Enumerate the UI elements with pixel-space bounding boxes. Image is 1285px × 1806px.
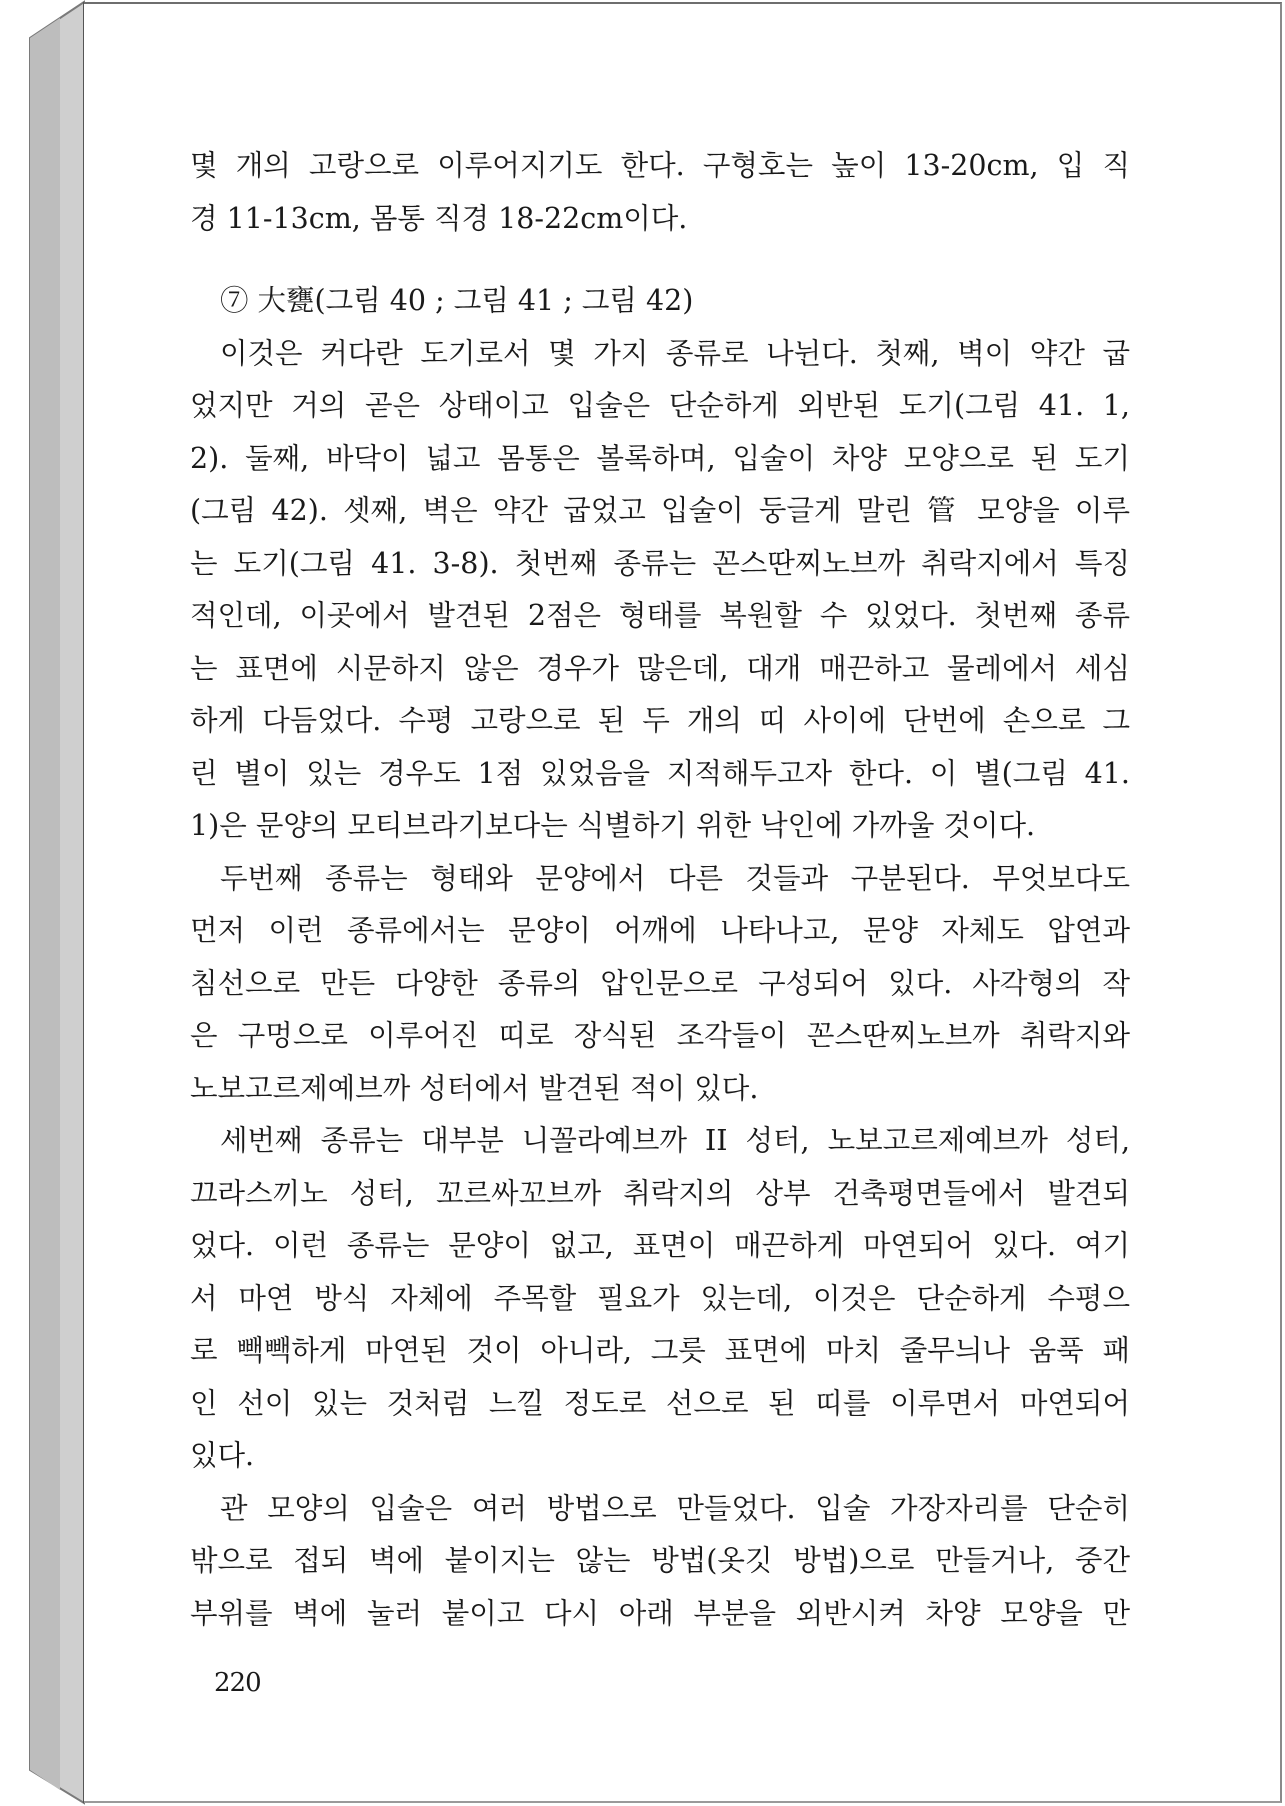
text-line: 린 별이 있는 경우도 1점 있었음을 지적해두고자 한다. 이 별(그림 41. [190,756,1130,790]
text-line: 몇 개의 고랑으로 이루어지기도 한다. 구형호는 높이 13-20cm, 입 직 [190,149,1130,182]
text-line: 먼저 이런 종류에서는 문양이 어깨에 나타나고, 문양 자체도 압연과 [190,914,1130,947]
text-line: 끄라스끼노 성터, 꼬르싸꼬브까 취락지의 상부 건축평면들에서 발견되 [190,1176,1130,1210]
text-line: 는 도기(그림 41. 3-8). 첫번째 종류는 꼰스딴찌노브까 취락지에서 특징 [190,546,1130,580]
body-text [190,140,1130,1640]
section-heading: ⑦ 大甕(그림 40 ; 그림 41 ; 그림 42) [220,284,694,317]
text-line: 이것은 커다란 도기로서 몇 가지 종류로 나뉜다. 첫째, 벽이 약간 굽 [220,336,1130,370]
text-line: 었다. 이런 종류는 문양이 없고, 표면이 매끈하게 마연되어 있다. 여기 [190,1229,1130,1262]
paragraph-gap [190,245,1130,275]
text-line: 었지만 거의 곧은 상태이고 입술은 단순하게 외반된 도기(그림 41. 1, [190,389,1130,422]
text-line: 1)은 문양의 모티브라기보다는 식별하기 위한 낙인에 가까울 것이다. [190,809,1036,842]
text-line: 경 11-13cm, 몸통 직경 18-22cm이다. [190,201,688,235]
text-line: 하게 다듬었다. 수평 고랑으로 된 두 개의 띠 사이에 단번에 손으로 그 [190,704,1130,737]
text-line: 있다. [190,1439,255,1472]
text-line: 밖으로 접되 벽에 붙이지는 않는 방법(옷깃 방법)으로 만들거나, 중간 [190,1544,1130,1577]
text-line: 두번째 종류는 형태와 문양에서 다른 것들과 구분된다. 무엇보다도 [220,861,1130,895]
text-line: 세번째 종류는 대부분 니꼴라예브까 II 성터, 노보고르제예브까 성터, [220,1124,1130,1157]
text-line: 노보고르제예브까 성터에서 발견된 적이 있다. [190,1071,759,1105]
text-line: 로 빽빽하게 마연된 것이 아니라, 그릇 표면에 마치 줄무늬나 움푹 패 [190,1334,1130,1367]
text-line: 적인데, 이곳에서 발견된 2점은 형태를 복원할 수 있었다. 첫번째 종류 [190,599,1130,632]
text-line: 은 구멍으로 이루어진 띠로 장식된 조각들이 꼰스딴찌노브까 취락지와 [190,1019,1130,1052]
text-line: 는 표면에 시문하지 않은 경우가 많은데, 대개 매끈하고 물레에서 세심 [190,651,1130,685]
text-line: (그림 42). 셋째, 벽은 약간 굽었고 입술이 둥글게 말린 管 모양을 이루 [190,494,1130,527]
text-line: 관 모양의 입술은 여러 방법으로 만들었다. 입술 가장자리를 단순히 [220,1491,1130,1525]
text-line: 서 마연 방식 자체에 주목할 필요가 있는데, 이것은 단순하게 수평으 [190,1281,1130,1315]
book-side-shade [30,18,60,1790]
text-line: 부위를 벽에 눌러 붙이고 다시 아래 부분을 외반시켜 차양 모양을 만 [190,1596,1130,1630]
page-number: 220 [214,1668,261,1698]
text-line: 침선으로 만든 다양한 종류의 압인문으로 구성되어 있다. 사각형의 작 [190,966,1130,1000]
text-line: 2). 둘째, 바닥이 넓고 몸통은 볼록하며, 입술이 차양 모양으로 된 도기 [190,441,1130,475]
text-line: 인 선이 있는 것처럼 느낄 정도로 선으로 된 띠를 이루면서 마연되어 [190,1386,1130,1420]
